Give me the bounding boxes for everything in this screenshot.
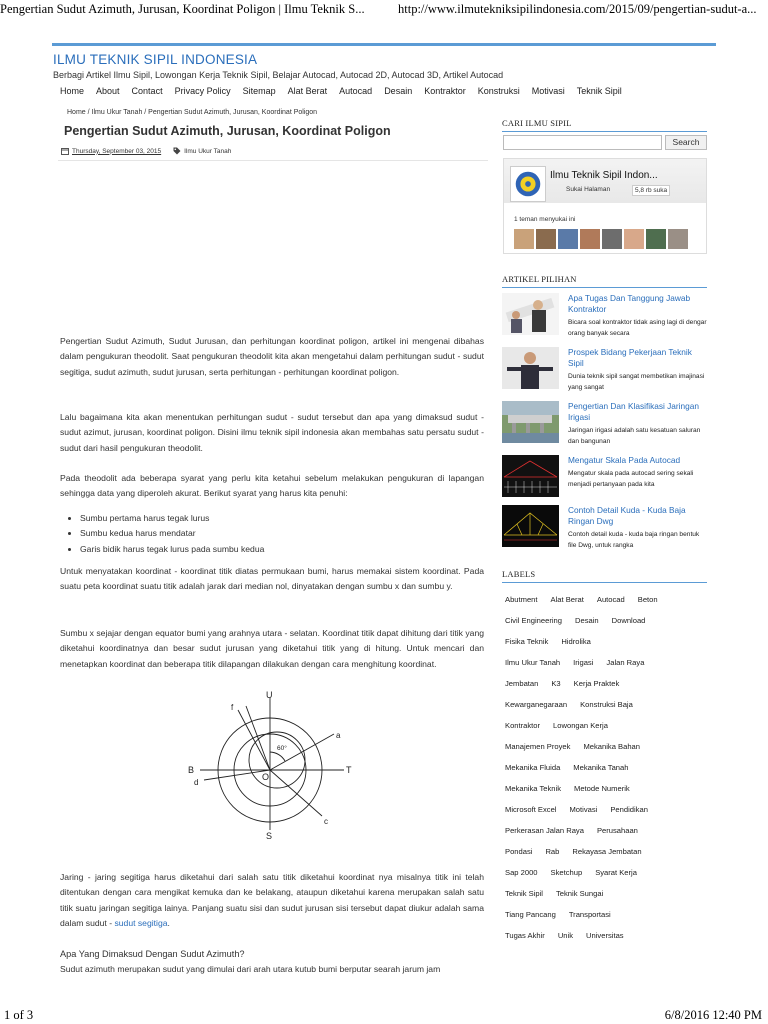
list-item [502, 293, 707, 343]
article-body [60, 870, 484, 931]
nav-item-desain[interactable]: Desain [384, 86, 413, 96]
divider [58, 160, 488, 161]
site-logo-icon[interactable] [510, 166, 546, 202]
facebook-friend-avatars [514, 229, 690, 249]
angle-label: 60° [277, 745, 287, 752]
paragraph: Sumbu x sejajar dengan equator bumi yang arahnya utara - selatan. Koordinat titik dapat dihitung dari titik yang diketahui koordinatnya dan besar sudut jurusan yang diketahui titik yang di hitung. Untuk mencari dan menetapkan koordinat dan beberapa titik dilapangan dilakukan dengan cara menghitung koordinat. [60, 628, 484, 669]
label-a: a [336, 731, 341, 740]
link-sudut-segitiga[interactable]: sudut segitiga [114, 917, 168, 928]
print-page-number: 1 of 3 [4, 1008, 34, 1022]
facebook-page-name[interactable]: Ilmu Teknik Sipil Indon... [550, 170, 658, 181]
post-meta [61, 147, 231, 155]
label-link[interactable]: Lowongan Kerja [553, 721, 608, 730]
paragraph: Pada theodolit ada beberapa syarat yang perlu kita ketahui sebelum melakukan pengukuran di lapangan sehingga data yang diperoleh akurat. Berikut syarat yang harus kita penuhi: [60, 473, 484, 499]
label-link[interactable]: Motivasi [569, 805, 598, 814]
label-link[interactable]: Desain [574, 616, 599, 625]
section-heading: Apa Yang Dimaksud Dengan Sudut Azimuth? [60, 949, 245, 959]
label-link[interactable]: Unik [557, 931, 574, 940]
avatar[interactable] [558, 229, 578, 249]
label-link[interactable]: Tiang Pancang [505, 910, 556, 919]
label-link[interactable]: Civil Engineering [505, 616, 562, 625]
line-od [204, 770, 270, 780]
post-title: Pengertian Sudut Azimuth, Jurusan, Koordinat Poligon [64, 124, 391, 138]
label-link[interactable]: Mekanika Teknik [505, 784, 561, 793]
line-of [238, 710, 270, 770]
label-o: O [262, 772, 270, 782]
nav-item-autocad[interactable]: Autocad [339, 86, 373, 96]
paragraph: Sudut azimuth merupakan sudut yang dimulai dari arah utara kutub bumi berputar searah jarum jam [60, 964, 441, 975]
article-thumbnail[interactable] [502, 505, 559, 547]
search-heading: CARI ILMU SIPIL [502, 118, 707, 132]
article-body [60, 471, 484, 502]
article-summary: Contoh detail kuda - kuda baja ringan bentuk file Dwg, untuk rangka [568, 531, 700, 549]
facebook-like-button[interactable]: Sukai Halaman [566, 186, 611, 193]
paragraph: Untuk menyatakan koordinat - koordinat titik diatas permukaan bumi, harus memakai sistem koordinat. Pada suatu peta koordinat suatu titik adalah jarak dari median nol, dinyatakan dengan sumbu x dan sumbu y. [60, 566, 484, 592]
label-u: U [266, 690, 273, 700]
main-nav [60, 86, 634, 96]
list-item: • Garis bidik harus tegak lurus pada sumbu kedua [80, 542, 484, 557]
label-link[interactable]: Mekanika Bahan [583, 742, 641, 751]
label-link[interactable]: Kontraktor [505, 721, 541, 730]
paragraph: Lalu bagaimana kita akan menentukan perhitungan sudut - sudut tersebut dan apa yang dimaksud sudut - sudut azimut, jurusan, koordinat poligon. Disini ilmu teknik sipil indonesia akan membahas satu persatu sudut - sudut dari hasil pengukuran theodolit. [60, 412, 484, 453]
label-link[interactable]: Kerja Praktek [573, 679, 620, 688]
label-link[interactable]: Ilmu Ukur Tanah [505, 658, 561, 667]
label-link[interactable]: Rekayasa Jembatan [572, 847, 642, 856]
line-oc [270, 770, 322, 816]
article-body [60, 334, 484, 380]
search-button[interactable]: Search [665, 135, 707, 150]
label-link[interactable]: Teknik Sipil [505, 889, 543, 898]
avatar[interactable] [646, 229, 666, 249]
list-item: • Sumbu pertama harus tegak lurus [80, 511, 484, 526]
article-summary: Jaringan irigasi adalah satu kesatuan saluran dan bangunan [568, 427, 701, 445]
label-t: T [346, 765, 352, 775]
nav-item-motivasi[interactable]: Motivasi [531, 86, 565, 96]
label-link[interactable]: Beton [637, 595, 658, 604]
azimuth-diagram [186, 690, 366, 840]
line-oa [270, 734, 334, 770]
label-link[interactable]: Autocad [596, 595, 625, 604]
label-c: c [324, 817, 328, 826]
label-link[interactable]: Abutment [505, 595, 538, 604]
label-link[interactable]: Pondasi [505, 847, 533, 856]
requirements-list [60, 511, 484, 557]
article-body [60, 564, 484, 595]
calendar-icon [61, 147, 69, 155]
label-link[interactable]: Perusahaan [596, 826, 638, 835]
site-description: Berbagi Artikel Ilmu Sipil, Lowongan Kerja Teknik Sipil, Belajar Autocad, Autocad 2D, Autocad 3D, Artikel Autocad [53, 70, 504, 80]
label-link[interactable]: Mekanika Fluida [505, 763, 561, 772]
label-link[interactable]: Kewarganegaraan [505, 700, 568, 709]
label-link[interactable]: Jembatan [505, 679, 539, 688]
post-category[interactable]: Ilmu Ukur Tanah [184, 147, 232, 155]
article-summary: Dunia teknik sipil sangat membetikan imajinasi yang sangat [568, 373, 705, 391]
label-link[interactable]: Mekanika Tanah [573, 763, 629, 772]
label-d: d [194, 778, 199, 787]
nav-item-alat-berat[interactable]: Alat Berat [287, 86, 328, 96]
article-link[interactable]: Prospek Bidang Pekerjaan Teknik Sipil [568, 347, 692, 368]
facebook-page-widget [503, 158, 707, 254]
print-page-url: http://www.ilmutekniksipilindonesia.com/2015/09/pengertian-sudut-a... [398, 2, 757, 16]
article-summary: Mengatur skala pada autocad sering sekali menjadi pertanyaan pada kita [568, 470, 694, 488]
avatar[interactable] [514, 229, 534, 249]
print-page-title: Pengertian Sudut Azimuth, Jurusan, Koordinat Poligon | Ilmu Teknik S... [0, 2, 365, 16]
nav-item-home[interactable]: Home [60, 86, 85, 96]
label-link[interactable]: Metode Numerik [574, 784, 630, 793]
label-link[interactable]: Jalan Raya [606, 658, 645, 667]
label-link[interactable]: Sap 2000 [505, 868, 538, 877]
nav-item-about[interactable]: About [96, 86, 120, 96]
labels-heading: LABELS [502, 569, 707, 583]
label-link[interactable]: Hidrolika [561, 637, 591, 646]
article-body [60, 410, 484, 456]
label-link[interactable]: Perkerasan Jalan Raya [505, 826, 584, 835]
label-link[interactable]: Irigasi [573, 658, 594, 667]
paragraph-text: Jaring - jaring segitiga harus diketahui dari salah satu titik diketahui koordinat nya misalnya titik ini telah ditentukan dengan cara mengikat kemuka dan ke belakang, ataupun diketahui karena merupakan salah satu titik suatu jaringan segitiga lainya. Panjang suatu sisi dan sudut jurusan sisi tersebut dapat diukur adalah sama dalam sudut - [60, 872, 484, 928]
paragraph: Pengertian Sudut Azimuth, Sudut Jurusan, dan perhitungan koordinat poligon, artikel ini mengenai dibahas dalam pengukuran theodolit. Saat pengukuran theodolit kita akan mengetahui dalam perhitungan sudut - sudut segitiga, sudut azimuth, sudut jurusan, serta perhitungan - perhitungan koordinat poligon. [60, 336, 484, 377]
avatar[interactable] [668, 229, 688, 249]
angle-arc [270, 752, 285, 761]
avatar[interactable] [536, 229, 556, 249]
article-link[interactable]: Apa Tugas Dan Tanggung Jawab Kontraktor [568, 293, 691, 314]
label-link[interactable]: Alat Berat [550, 595, 584, 604]
nav-item-kontraktor[interactable]: Kontraktor [424, 86, 466, 96]
print-header [0, 0, 768, 18]
label-link[interactable]: Manajemen Proyek [505, 742, 571, 751]
print-footer [0, 1006, 768, 1024]
search-input[interactable] [503, 135, 662, 150]
label-link[interactable]: Pendidikan [610, 805, 648, 814]
label-link[interactable]: Transportasi [568, 910, 611, 919]
tag-icon [173, 147, 181, 155]
article-thumbnail[interactable] [502, 347, 559, 389]
label-b: B [188, 765, 195, 775]
label-link[interactable]: Teknik Sungai [555, 889, 604, 898]
label-link[interactable]: Download [611, 616, 646, 625]
article-body [60, 947, 484, 978]
facebook-like-count: 5,8 rb suka [632, 185, 670, 196]
list-item [502, 455, 707, 503]
label-link[interactable]: Tugas Akhir [505, 931, 545, 940]
breadcrumb[interactable]: Home / Ilmu Ukur Tanah / Pengertian Sudut Azimuth, Jurusan, Koordinat Poligon [67, 109, 318, 116]
line-ol [246, 706, 270, 770]
label-link[interactable]: Konstruksi Baja [580, 700, 633, 709]
article-thumbnail[interactable] [502, 293, 559, 335]
article-summary: Bicara soal kontraktor tidak asing lagi di dengar orang banyak secara [568, 319, 707, 337]
label-link[interactable]: Sketchup [550, 868, 583, 877]
print-datetime: 6/8/2016 12:40 PM [664, 1008, 762, 1022]
facebook-friends-text: 1 teman menyukai ini [514, 216, 576, 223]
article-thumbnail[interactable] [502, 401, 559, 443]
header-accent-bar [52, 43, 716, 46]
list-item [502, 505, 707, 557]
nav-item-teknik-sipil[interactable]: Teknik Sipil [576, 86, 622, 96]
article-thumbnail[interactable] [502, 455, 559, 497]
label-link[interactable]: Universitas [586, 931, 624, 940]
avatar[interactable] [602, 229, 622, 249]
label-link[interactable]: Syarat Kerja [595, 868, 637, 877]
list-item [502, 347, 707, 397]
post-date[interactable]: Thursday, September 03, 2015 [72, 147, 162, 155]
label-link[interactable]: Microsoft Excel [505, 805, 557, 814]
article-link[interactable]: Mengatur Skala Pada Autocad [568, 455, 681, 465]
nav-item-contact[interactable]: Contact [131, 86, 163, 96]
labels-cloud [505, 589, 709, 946]
avatar[interactable] [580, 229, 600, 249]
diagram-circle-small [249, 732, 305, 788]
paragraph: Jaring - jaring segitiga harus diketahui dari salah satu titik diketahui koordinat nya misalnya titik ini telah ditentukan dengan cara mengikat kemuka dan ke belakang, ataupun diketahui karena merupakan salah satu titik suatu jaringan segitiga lainya. Panjang suatu sisi dan sudut jurusan sisi tersebut dapat diukur adalah sama dalam sudut - sudut segitiga. [60, 872, 484, 928]
article-link[interactable]: Pengertian Dan Klasifikasi Jaringan Irigasi [568, 401, 699, 422]
avatar[interactable] [624, 229, 644, 249]
label-link[interactable]: K3 [551, 679, 561, 688]
label-s: S [266, 831, 273, 840]
label-link[interactable]: Fisika Teknik [505, 637, 549, 646]
site-title[interactable]: ILMU TEKNIK SIPIL INDONESIA [53, 52, 258, 67]
picks-heading: ARTIKEL PILIHAN [502, 274, 707, 288]
label-f: f [231, 703, 234, 712]
article-link[interactable]: Contoh Detail Kuda - Kuda Baja Ringan Dwg [568, 505, 686, 526]
label-link[interactable]: Rab [545, 847, 560, 856]
list-item [502, 401, 707, 451]
article-body [60, 626, 484, 672]
list-item: • Sumbu kedua harus mendatar [80, 526, 484, 541]
nav-item-konstruksi[interactable]: Konstruksi [477, 86, 520, 96]
nav-item-sitemap[interactable]: Sitemap [242, 86, 276, 96]
nav-item-privacy-policy[interactable]: Privacy Policy [174, 86, 231, 96]
